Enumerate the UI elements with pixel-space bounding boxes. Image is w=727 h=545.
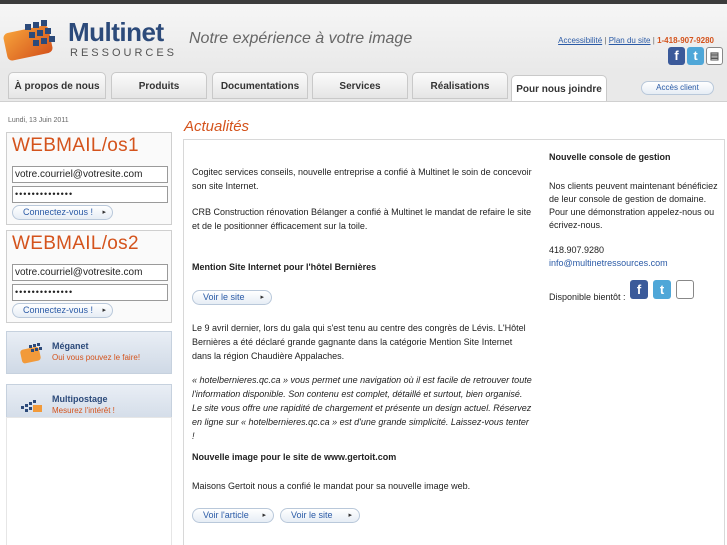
voir-le-site-gertoit-button[interactable] <box>280 508 360 523</box>
separator: | <box>604 36 607 45</box>
sidebar <box>6 112 172 545</box>
facebook-icon[interactable]: f <box>630 280 648 299</box>
arrow-right-icon: ▸ <box>262 512 266 519</box>
arrow-right-icon: ▸ <box>260 294 264 301</box>
tab-realisations[interactable]: Réalisations <box>412 72 508 99</box>
main-nav <box>0 70 727 102</box>
news-bernieres-quote: « hotelbernieres.qc.ca » vous permet une navigation où il est facile de retrouver toute l'information disponible. Son contenu est complet, détaillé et surtout, bien organisé. Le site vous offre une rapidité de chargement et présente un design actuel. Réservez en ligne sur « hotelbernieres.qc.ca » est d'une grande simplicité. Laissez-vous tenter ! <box>192 375 532 441</box>
brand-name: Multinet <box>68 17 164 47</box>
current-date: Lundi, 13 Juin 2011 <box>8 117 69 124</box>
tab-documentations[interactable]: Documentations <box>212 72 308 99</box>
voir-article-gertoit-button[interactable] <box>192 508 274 523</box>
news-cogitec: Cogitec services conseils, nouvelle entreprise a confié à Multinet le soin de concevoir son site Internet. <box>192 167 532 191</box>
twitter-icon[interactable]: t <box>653 280 671 299</box>
news-panel <box>183 139 725 545</box>
news-bernieres-gala: Le 9 avril dernier, lors du gala qui s'est tenu au centre des congrès de Lévis. L'Hôtel Bernières a été déclaré grande gagnante dans la catégorie Mention Site Internet dans la région Chaudière Appalaches. <box>192 323 526 361</box>
webmail-os1-title: WEBMAIL/os1 <box>12 135 139 156</box>
webmail-os2-password-field[interactable]: •••••••••••••• <box>12 284 168 301</box>
arrow-right-icon: ▸ <box>102 209 106 216</box>
promo-meganet[interactable] <box>6 331 172 374</box>
contact-email-link[interactable]: info@multinetressources.com <box>549 258 668 268</box>
rss-icon[interactable]: ▤ <box>706 47 723 65</box>
multipostage-icon <box>19 394 45 418</box>
tab-pour-nous-joindre[interactable]: Pour nous joindre <box>511 75 607 101</box>
facebook-icon[interactable]: f <box>668 47 685 65</box>
contact-phone: 418.907.9280 <box>549 245 605 255</box>
webmail-os1-password-field[interactable]: •••••••••••••• <box>12 186 168 203</box>
arrow-right-icon: ▸ <box>102 307 106 314</box>
webmail-os1-box <box>6 132 172 225</box>
news-heading-gertoit: Nouvelle image pour le site de www.gertoit.com <box>192 452 397 462</box>
slogan: Notre expérience à votre image <box>189 30 413 47</box>
plan-du-site-link[interactable]: Plan du site <box>608 36 651 45</box>
button-label: Voir le site <box>203 292 245 302</box>
button-label: Voir l'article <box>203 510 249 520</box>
promo-meganet-subtitle: Oui vous pouvez le faire! <box>52 353 141 362</box>
accessibilite-link[interactable]: Accessibilité <box>558 36 603 45</box>
webmail-os2-email-field[interactable]: votre.courriel@votresite.com <box>12 264 168 281</box>
twitter-icon[interactable]: t <box>687 47 704 65</box>
page-title: Actualités <box>184 118 250 135</box>
tab-a-propos[interactable]: À propos de nous <box>8 72 106 99</box>
disponible-bientot-label: Disponible bientôt : <box>549 292 626 302</box>
news-crb: CRB Construction rénovation Bélanger a confié à Multinet le mandat de refaire le site et de le positionner éfficacement sur la toile. <box>192 207 532 231</box>
header-phone: 1-418-907-9280 <box>657 36 714 45</box>
rss-icon[interactable]: ▤ <box>676 280 694 299</box>
promo-multipostage-subtitle: Mesurez l'intérêt ! <box>52 406 115 415</box>
promo-meganet-title: Méganet <box>52 341 89 351</box>
voir-le-site-bernieres-button[interactable] <box>192 290 272 305</box>
site-header <box>0 4 727 70</box>
header-social-icons <box>668 47 727 67</box>
multinet-logo-icon[interactable] <box>3 15 63 63</box>
console-heading: Nouvelle console de gestion <box>549 152 671 162</box>
brand-subtitle: RESSOURCES <box>70 47 178 59</box>
arrow-right-icon: ▸ <box>348 512 352 519</box>
acces-client-button[interactable]: Accès client <box>641 81 714 95</box>
separator: | <box>652 36 655 45</box>
webmail-os1-email-field[interactable]: votre.courriel@votresite.com <box>12 166 168 183</box>
webmail-os2-title: WEBMAIL/os2 <box>12 233 139 254</box>
webmail-os1-connect-button[interactable] <box>12 205 113 220</box>
button-label: Voir le site <box>291 510 333 520</box>
sidebar-empty-panel <box>6 417 172 545</box>
tab-services[interactable]: Services <box>312 72 408 99</box>
tab-produits[interactable]: Produits <box>111 72 207 99</box>
news-gertoit: Maisons Gertoit nous a confié le mandat pour sa nouvelle image web. <box>192 481 471 491</box>
top-links <box>558 36 714 45</box>
connect-button-label: Connectez-vous ! <box>23 305 94 315</box>
webmail-os2-connect-button[interactable] <box>12 303 113 318</box>
console-text: Nos clients peuvent maintenant bénéficiez de leur console de gestion de domaine. Pour une démonstration appelez-nous ou écrivez-nous. <box>549 181 718 230</box>
webmail-os2-box <box>6 230 172 323</box>
connect-button-label: Connectez-vous ! <box>23 207 94 217</box>
right-social-icons <box>630 280 710 302</box>
meganet-icon <box>19 341 45 365</box>
news-heading-bernieres: Mention Site Internet pour l'hôtel Bernières <box>192 262 377 272</box>
promo-multipostage-title: Multipostage <box>52 394 108 404</box>
